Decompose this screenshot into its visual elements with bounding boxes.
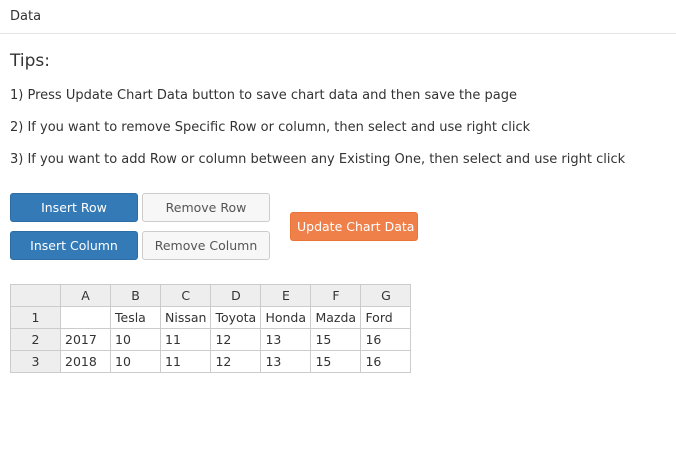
column-header[interactable]: D — [211, 285, 261, 307]
table-cell[interactable]: Tesla — [111, 307, 161, 329]
table-row — [11, 351, 411, 373]
table-cell[interactable]: 15 — [311, 329, 361, 351]
page-header — [0, 0, 676, 34]
column-header[interactable]: C — [161, 285, 211, 307]
table-cell[interactable]: Honda — [261, 307, 311, 329]
table-cell[interactable]: 11 — [161, 351, 211, 373]
table-cell[interactable]: 12 — [211, 351, 261, 373]
corner-cell[interactable] — [11, 285, 61, 307]
table-cell[interactable]: Ford — [361, 307, 411, 329]
table-cell[interactable]: 16 — [361, 351, 411, 373]
table-row — [11, 307, 411, 329]
page-title: Data — [10, 9, 42, 24]
remove-column-button[interactable]: Remove Column — [142, 231, 270, 260]
data-spreadsheet — [10, 284, 411, 373]
column-header[interactable]: B — [111, 285, 161, 307]
table-cell[interactable]: 2018 — [61, 351, 111, 373]
table-cell[interactable]: Mazda — [311, 307, 361, 329]
table-cell[interactable]: 11 — [161, 329, 211, 351]
column-header-row — [11, 285, 411, 307]
table-cell[interactable]: 13 — [261, 351, 311, 373]
column-header[interactable]: A — [61, 285, 111, 307]
update-chart-data-button[interactable]: Update Chart Data — [290, 212, 418, 241]
remove-row-button[interactable]: Remove Row — [142, 193, 270, 222]
column-header[interactable]: F — [311, 285, 361, 307]
table-cell[interactable]: Nissan — [161, 307, 211, 329]
tip-3: 3) If you want to add Row or column between any Existing One, then select and use right click — [10, 152, 626, 167]
insert-row-button[interactable]: Insert Row — [10, 193, 138, 222]
row-header[interactable]: 2 — [11, 329, 61, 351]
insert-column-button[interactable]: Insert Column — [10, 231, 138, 260]
tip-2: 2) If you want to remove Specific Row or column, then select and use right click — [10, 120, 531, 135]
row-header[interactable]: 1 — [11, 307, 61, 329]
tip-1: 1) Press Update Chart Data button to save chart data and then save the page — [10, 88, 517, 103]
tips-heading: Tips: — [10, 51, 50, 71]
table-cell[interactable]: 13 — [261, 329, 311, 351]
table-row — [11, 329, 411, 351]
table-cell[interactable]: 15 — [311, 351, 361, 373]
column-header[interactable]: G — [361, 285, 411, 307]
table-cell[interactable]: 10 — [111, 351, 161, 373]
row-header[interactable]: 3 — [11, 351, 61, 373]
table-cell[interactable]: Toyota — [211, 307, 261, 329]
table-cell[interactable]: 12 — [211, 329, 261, 351]
table-cell[interactable]: 16 — [361, 329, 411, 351]
table-cell[interactable]: 10 — [111, 329, 161, 351]
column-header[interactable]: E — [261, 285, 311, 307]
table-cell[interactable]: 2017 — [61, 329, 111, 351]
table-cell[interactable] — [61, 307, 111, 329]
